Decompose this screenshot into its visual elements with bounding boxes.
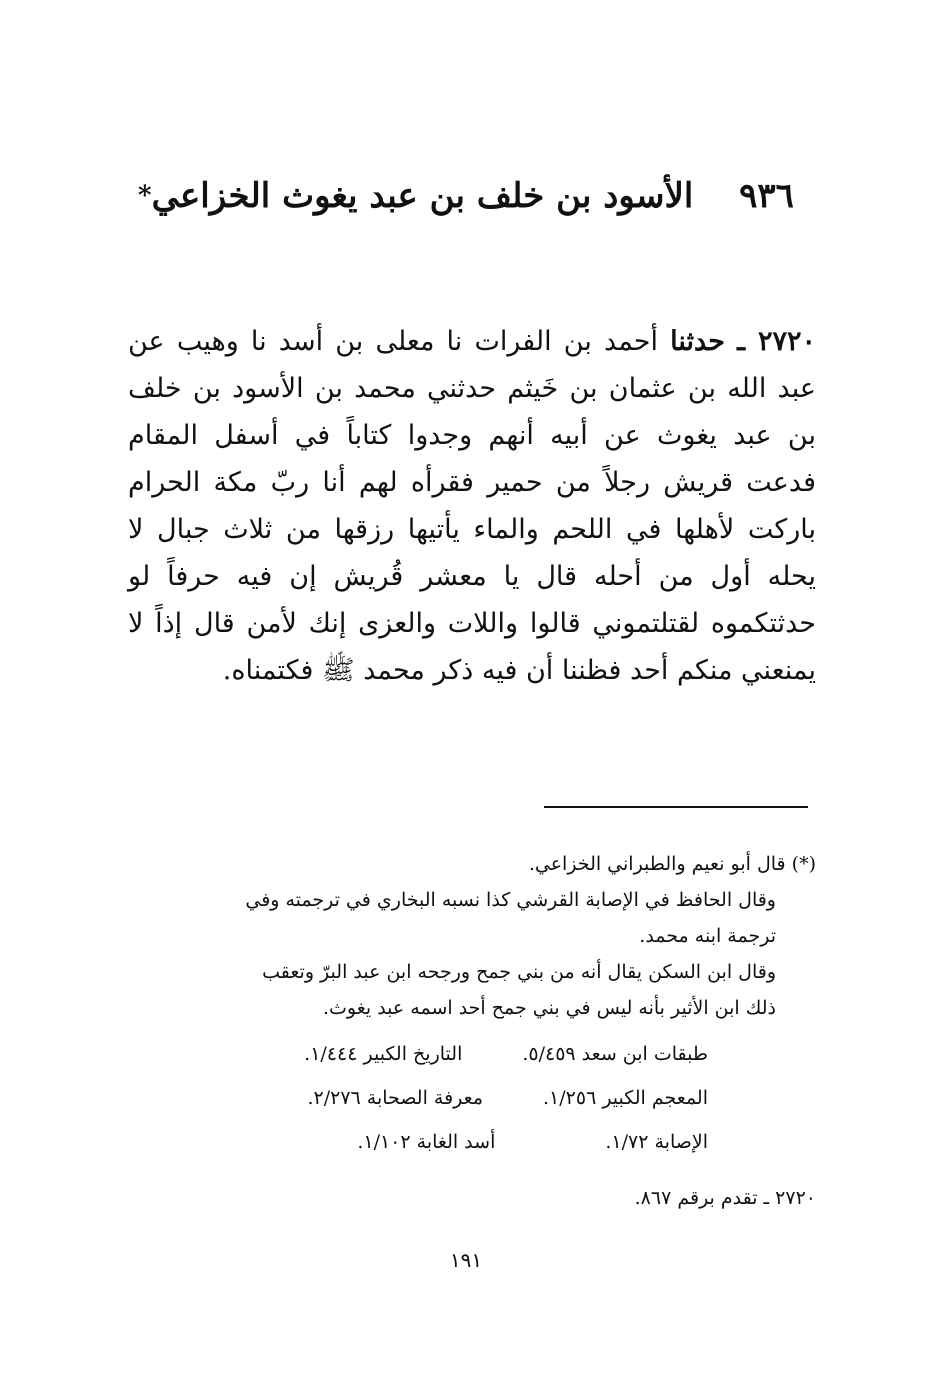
reference-item: المعجم الكبير ١/٢٥٦. xyxy=(543,1087,708,1109)
reference-row-1 xyxy=(128,1036,708,1072)
footnote-line-5: ذلك ابن الأثير بأنه ليس في بني جمح أحد اسمه عبد يغوث. xyxy=(322,997,776,1019)
footnote-line-2: وقال الحافظ في الإصابة القرشي كذا نسبه البخاري في ترجمته وفي xyxy=(245,889,776,911)
reference-item: أسد الغابة ١/١٠٢. xyxy=(357,1131,496,1153)
footnote-divider xyxy=(544,806,808,808)
hadith-line-6: أحله قال يا معشر قُريش إن فيه حرفاً لو حدثتكموه لقتلتموني قالوا xyxy=(128,561,816,639)
reference-row-3 xyxy=(128,1124,708,1160)
hadith-line-5: لأهلها في اللحم والماء يأتيها رزقها من ثلاث جبال لا يحله أول من xyxy=(128,514,816,592)
footnote-marker: * xyxy=(138,181,152,211)
reference-row-2 xyxy=(128,1080,708,1116)
hadith-text xyxy=(128,318,816,694)
reference-item: التاريخ الكبير ١/٤٤٤. xyxy=(304,1043,463,1065)
footnote-line-1: (*) قال أبو نعيم والطبراني الخزاعي. xyxy=(528,853,816,875)
page-number: ١٩١ xyxy=(449,1248,483,1272)
hadith-number: ٢٧٢٠ ـ xyxy=(737,326,816,357)
hadith-lead: حدثنا xyxy=(670,326,725,357)
hadith-line-4: فدعت قريش رجلاً من حمير فقرأه لهم أنا ربّ مكة الحرام باركت xyxy=(128,467,816,545)
reference-item: معرفة الصحابة ٢/٢٧٦. xyxy=(307,1087,483,1109)
entry-title xyxy=(100,168,832,224)
footnote-line-3: ترجمة ابنه محمد. xyxy=(639,925,776,947)
reference-item: طبقات ابن سعد ٥/٤٥٩. xyxy=(522,1043,708,1065)
hadith-footnote: ٢٧٢٠ ـ تقدم برقم ٨٦٧. xyxy=(634,1187,816,1209)
hadith-line-3: خلف بن عبد يغوث عن أبيه أنهم وجدوا كتاباً في أسفل المقام xyxy=(128,373,816,451)
footnote-line-4: وقال ابن السكن يقال أنه من بني جمح ورجحه ابن عبد البرّ وتعقب xyxy=(262,961,776,983)
entry-name: الأسود بن خلف بن عبد يغوث الخزاعي xyxy=(151,176,694,216)
footnotes xyxy=(128,846,816,1026)
hadith-line-1: أحمد بن الفرات نا معلى بن أسد نا وهيب xyxy=(176,326,658,357)
hadith-line-2: عن عبد الله بن عثمان بن خَيثم حدثني محمد بن الأسود بن xyxy=(128,326,816,404)
hadith-line-7: واللات والعزى إنك لأمن قال إذاً لا يمنعني منكم أحد فظننا أن فيه xyxy=(128,608,816,686)
reference-item: الإصابة ١/٧٢. xyxy=(605,1131,708,1153)
entry-number: ٩٣٦ xyxy=(739,176,794,216)
hadith-line-8: ذكر محمد ﷺ فكتمناه. xyxy=(222,655,474,686)
